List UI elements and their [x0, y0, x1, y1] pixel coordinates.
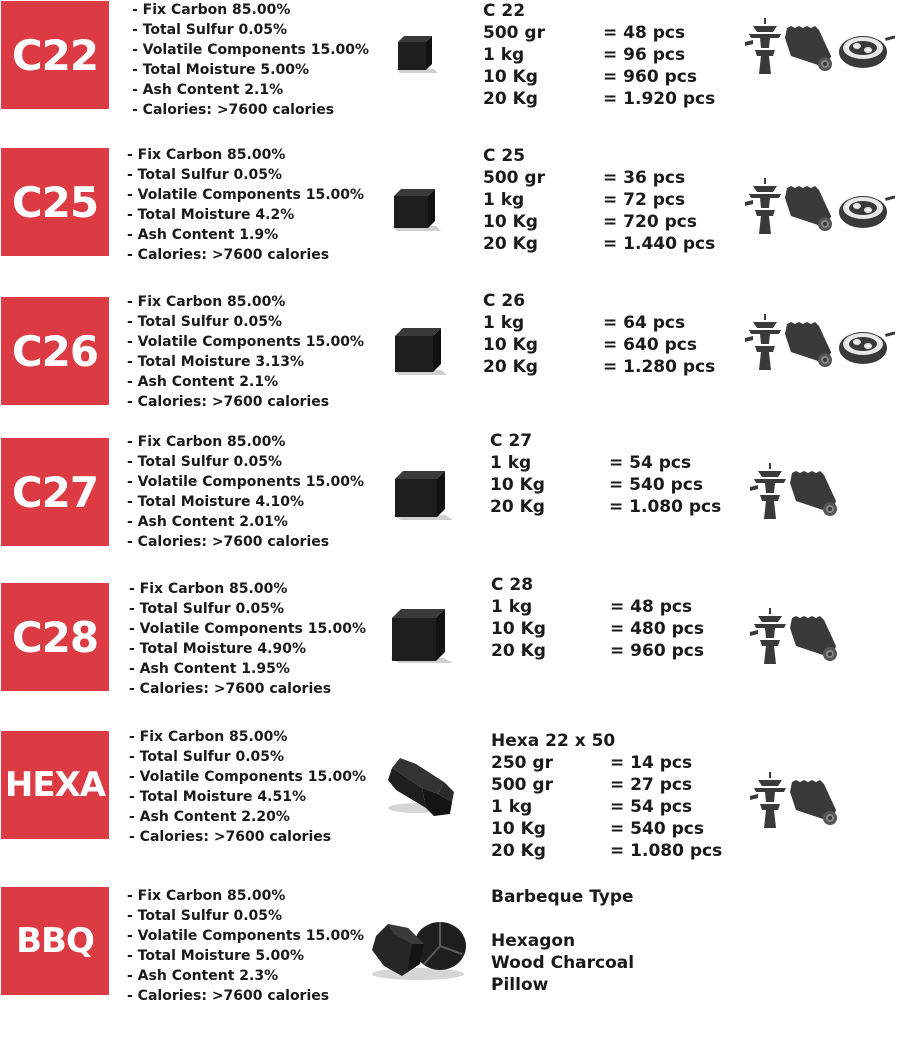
product-code-badge: C25: [1, 148, 109, 256]
qty-weight: 10 Kg: [491, 819, 546, 839]
qty-weight: 20 Kg: [490, 497, 545, 517]
spec-list: [127, 432, 364, 552]
usage-icons: [745, 314, 895, 374]
charcoal-cube-image: [388, 184, 444, 232]
quantity-title: C 22: [483, 1, 526, 21]
product-code-badge: C28: [1, 583, 109, 691]
spec-total-sulfur: - Total Sulfur 0.05%: [132, 22, 288, 38]
qty-pcs: = 640 pcs: [603, 335, 697, 355]
charcoal-roll-icon: [788, 616, 840, 662]
bbq-material: Wood Charcoal: [491, 953, 635, 973]
qty-pcs: = 960 pcs: [603, 67, 697, 87]
qty-weight: 1 kg: [490, 453, 532, 473]
spec-total-sulfur: - Total Sulfur 0.05%: [127, 167, 283, 183]
spec-volatile: - Volatile Components 15.00%: [129, 769, 367, 785]
spec-moisture: - Total Moisture 5.00%: [127, 948, 304, 964]
qty-weight: 500 gr: [483, 168, 545, 188]
quantity-title: C 25: [483, 146, 526, 166]
spec-total-sulfur: - Total Sulfur 0.05%: [129, 749, 285, 765]
qty-weight: 1 kg: [491, 597, 533, 617]
spec-fix-carbon: - Fix Carbon 85.00%: [127, 888, 286, 904]
spec-ash: - Ash Content 2.1%: [132, 82, 284, 98]
charcoal-cube-image: [389, 467, 457, 521]
charcoal-cube-image: [392, 32, 440, 74]
qty-pcs: = 1.280 pcs: [603, 357, 716, 377]
spec-calories: - Calories: >7600 calories: [127, 988, 330, 1004]
spec-moisture: - Total Moisture 4.90%: [129, 641, 306, 657]
qty-weight: 20 Kg: [483, 89, 538, 109]
hookah-icon: [750, 608, 790, 664]
charcoal-cube-image: [386, 606, 458, 664]
quantity-title: C 28: [491, 575, 534, 595]
charcoal-roll-icon: [783, 26, 835, 72]
spec-list: [129, 727, 366, 847]
spec-volatile: - Volatile Components 15.00%: [127, 474, 365, 490]
grill-bowl-icon: [837, 326, 895, 366]
spec-volatile: - Volatile Components 15.00%: [127, 928, 365, 944]
bbq-form: Pillow: [491, 975, 549, 995]
spec-ash: - Ash Content 1.95%: [129, 661, 290, 677]
charcoal-roll-icon: [788, 471, 840, 517]
spec-fix-carbon: - Fix Carbon 85.00%: [127, 434, 286, 450]
spec-volatile: - Volatile Components 15.00%: [127, 187, 365, 203]
quantity-table: [491, 574, 704, 662]
spec-total-sulfur: - Total Sulfur 0.05%: [127, 454, 283, 470]
qty-weight: 250 gr: [491, 753, 553, 773]
spec-calories: - Calories: >7600 calories: [127, 534, 330, 550]
quantity-table: [483, 0, 716, 110]
charcoal-roll-icon: [783, 322, 835, 368]
qty-pcs: = 960 pcs: [610, 641, 704, 661]
qty-pcs: = 540 pcs: [610, 819, 704, 839]
spec-calories: - Calories: >7600 calories: [129, 681, 332, 697]
qty-weight: 500 gr: [491, 775, 553, 795]
qty-pcs: = 48 pcs: [610, 597, 693, 617]
qty-weight: 1 kg: [483, 45, 525, 65]
spec-volatile: - Volatile Components 15.00%: [132, 42, 370, 58]
usage-icons: [750, 608, 842, 668]
spec-total-sulfur: - Total Sulfur 0.05%: [129, 601, 285, 617]
spec-volatile: - Volatile Components 15.00%: [127, 334, 365, 350]
qty-pcs: = 27 pcs: [610, 775, 693, 795]
quantity-title: C 26: [483, 291, 526, 311]
usage-icons: [750, 463, 842, 523]
hookah-icon: [745, 314, 785, 370]
spec-calories: - Calories: >7600 calories: [127, 394, 330, 410]
charcoal-roll-icon: [788, 780, 840, 826]
spec-ash: - Ash Content 1.9%: [127, 227, 279, 243]
spec-moisture: - Total Moisture 5.00%: [132, 62, 309, 78]
spec-moisture: - Total Moisture 3.13%: [127, 354, 304, 370]
qty-pcs: = 1.080 pcs: [610, 841, 723, 861]
hookah-icon: [750, 772, 790, 828]
quantity-table: [483, 290, 716, 378]
spec-ash: - Ash Content 2.20%: [129, 809, 290, 825]
spec-list: [132, 0, 369, 120]
quantity-table: [483, 145, 716, 255]
qty-pcs: = 1.920 pcs: [603, 89, 716, 109]
spec-moisture: - Total Moisture 4.10%: [127, 494, 304, 510]
spec-ash: - Ash Content 2.1%: [127, 374, 279, 390]
bbq-type-title: Barbeque Type: [491, 887, 634, 907]
product-code-badge: HEXA: [1, 731, 109, 839]
qty-pcs: = 1.080 pcs: [609, 497, 722, 517]
qty-weight: 10 Kg: [483, 212, 538, 232]
bbq-description: [491, 886, 634, 996]
qty-pcs: = 72 pcs: [603, 190, 686, 210]
qty-pcs: = 54 pcs: [609, 453, 692, 473]
qty-weight: 1 kg: [491, 797, 533, 817]
qty-pcs: = 48 pcs: [603, 23, 686, 43]
spec-volatile: - Volatile Components 15.00%: [129, 621, 367, 637]
spec-calories: - Calories: >7600 calories: [129, 829, 332, 845]
qty-pcs: = 720 pcs: [603, 212, 697, 232]
charcoal-cube-image: [389, 324, 451, 376]
product-code-badge: C22: [1, 1, 109, 109]
hookah-icon: [745, 18, 785, 74]
charcoal-roll-icon: [783, 186, 835, 232]
spec-fix-carbon: - Fix Carbon 85.00%: [129, 581, 288, 597]
spec-fix-carbon: - Fix Carbon 85.00%: [127, 294, 286, 310]
grill-bowl-icon: [837, 30, 895, 70]
qty-weight: 20 Kg: [491, 641, 546, 661]
qty-weight: 10 Kg: [491, 619, 546, 639]
qty-pcs: = 36 pcs: [603, 168, 686, 188]
qty-pcs: = 480 pcs: [610, 619, 704, 639]
product-code-badge: C27: [1, 438, 109, 546]
spec-calories: - Calories: >7600 calories: [127, 247, 330, 263]
spec-fix-carbon: - Fix Carbon 85.00%: [132, 2, 291, 18]
spec-list: [129, 579, 366, 699]
spec-moisture: - Total Moisture 4.2%: [127, 207, 295, 223]
spec-fix-carbon: - Fix Carbon 85.00%: [129, 729, 288, 745]
spec-calories: - Calories: >7600 calories: [132, 102, 335, 118]
spec-fix-carbon: - Fix Carbon 85.00%: [127, 147, 286, 163]
qty-pcs: = 64 pcs: [603, 313, 686, 333]
qty-weight: 500 gr: [483, 23, 545, 43]
spec-moisture: - Total Moisture 4.51%: [129, 789, 306, 805]
bbq-spacer: [491, 908, 634, 930]
spec-list: [127, 292, 364, 412]
qty-weight: 10 Kg: [483, 67, 538, 87]
qty-weight: 20 Kg: [483, 234, 538, 254]
usage-icons: [745, 18, 895, 78]
spec-list: [127, 145, 364, 265]
qty-weight: 20 Kg: [491, 841, 546, 861]
hookah-icon: [750, 463, 790, 519]
product-code-badge: BBQ: [1, 887, 109, 995]
qty-pcs: = 1.440 pcs: [603, 234, 716, 254]
grill-bowl-icon: [837, 190, 895, 230]
qty-pcs: = 14 pcs: [610, 753, 693, 773]
qty-pcs: = 54 pcs: [610, 797, 693, 817]
product-code-badge: C26: [1, 297, 109, 405]
usage-icons: [750, 772, 842, 832]
spec-total-sulfur: - Total Sulfur 0.05%: [127, 908, 283, 924]
qty-pcs: = 540 pcs: [609, 475, 703, 495]
bbq-shape: Hexagon: [491, 931, 576, 951]
qty-pcs: = 96 pcs: [603, 45, 686, 65]
spec-total-sulfur: - Total Sulfur 0.05%: [127, 314, 283, 330]
qty-weight: 1 kg: [483, 313, 525, 333]
spec-ash: - Ash Content 2.01%: [127, 514, 288, 530]
spec-list: [127, 886, 364, 1006]
quantity-table: [491, 730, 723, 862]
qty-weight: 10 Kg: [483, 335, 538, 355]
spec-ash: - Ash Content 2.3%: [127, 968, 279, 984]
qty-weight: 20 Kg: [483, 357, 538, 377]
quantity-table: [490, 430, 722, 518]
hexagon-charcoal-image: [382, 756, 458, 816]
qty-weight: 1 kg: [483, 190, 525, 210]
bbq-charcoal-image: [368, 914, 472, 984]
hookah-icon: [745, 178, 785, 234]
quantity-title: Hexa 22 x 50: [491, 731, 616, 751]
usage-icons: [745, 178, 895, 238]
quantity-title: C 27: [490, 431, 533, 451]
qty-weight: 10 Kg: [490, 475, 545, 495]
